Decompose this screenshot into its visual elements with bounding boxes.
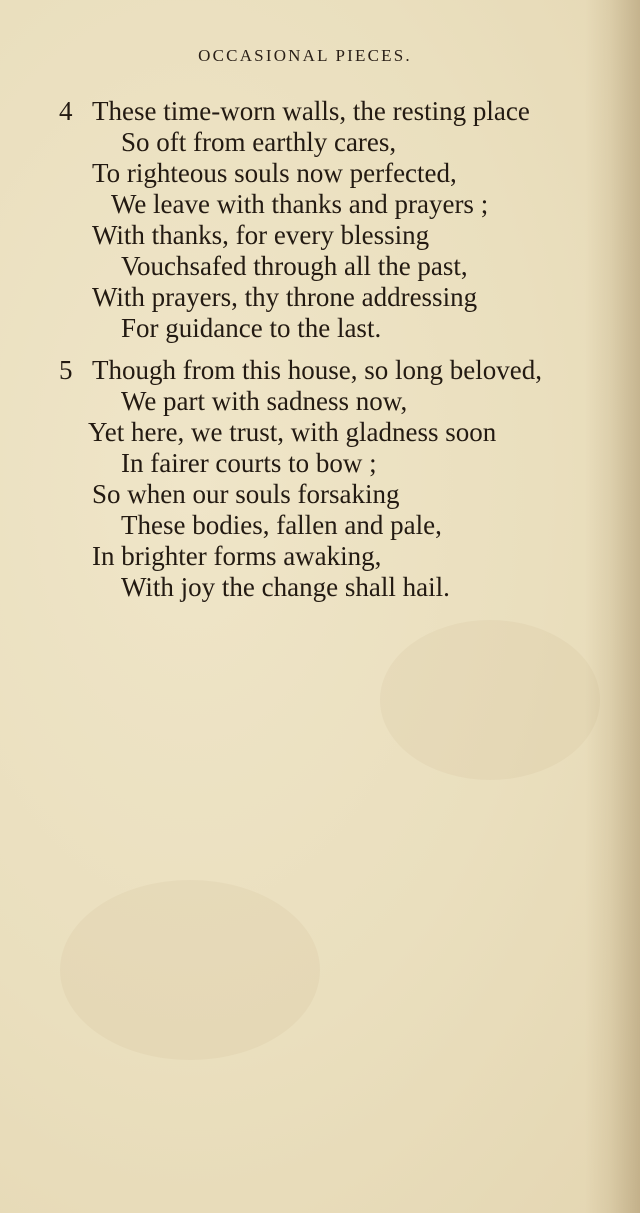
verse-line bbox=[0, 355, 620, 386]
verse-line bbox=[0, 510, 620, 541]
stanza-4 bbox=[0, 96, 620, 344]
verse-line bbox=[0, 479, 620, 510]
verse-line bbox=[0, 189, 620, 220]
stanza-5 bbox=[0, 355, 620, 603]
verse-line bbox=[0, 282, 620, 313]
verse-text: In brighter forms awaking, bbox=[92, 541, 382, 571]
verse-line bbox=[0, 158, 620, 189]
paper-stain bbox=[60, 880, 320, 1060]
verse-text: These time-worn walls, the resting place bbox=[92, 96, 530, 126]
verse-text: For guidance to the last. bbox=[121, 313, 382, 343]
verse-text: To righteous souls now perfected, bbox=[92, 158, 457, 188]
verse-line bbox=[0, 448, 620, 479]
running-head: OCCASIONAL PIECES. bbox=[198, 46, 412, 65]
paper-stain bbox=[380, 620, 600, 780]
verse-line bbox=[0, 96, 620, 127]
verse-line bbox=[0, 386, 620, 417]
verse-text: We part with sadness now, bbox=[121, 386, 408, 416]
verse-text: With joy the change shall hail. bbox=[121, 572, 450, 602]
stanza-number: 5 bbox=[59, 355, 73, 385]
verse-line bbox=[0, 417, 620, 448]
verse-text: Vouchsafed through all the past, bbox=[121, 251, 468, 281]
stanza-number: 4 bbox=[59, 96, 73, 126]
verse-text: In fairer courts to bow ; bbox=[121, 448, 377, 478]
verse-text: We leave with thanks and prayers ; bbox=[111, 189, 489, 219]
verse-line bbox=[0, 127, 620, 158]
verse-text: So oft from earthly cares, bbox=[121, 127, 397, 157]
verse-text: These bodies, fallen and pale, bbox=[121, 510, 442, 540]
verse-text: Though from this house, so long beloved, bbox=[92, 355, 542, 385]
verse-line bbox=[0, 541, 620, 572]
verse-line bbox=[0, 572, 620, 603]
verse-text: With prayers, thy throne addressing bbox=[92, 282, 478, 312]
verse-line bbox=[0, 251, 620, 282]
verse-text: Yet here, we trust, with gladness soon bbox=[88, 417, 497, 447]
verse-line bbox=[0, 220, 620, 251]
verse-text: With thanks, for every blessing bbox=[92, 220, 430, 250]
verse-text: So when our souls forsaking bbox=[92, 479, 400, 509]
verse-line bbox=[0, 313, 620, 344]
